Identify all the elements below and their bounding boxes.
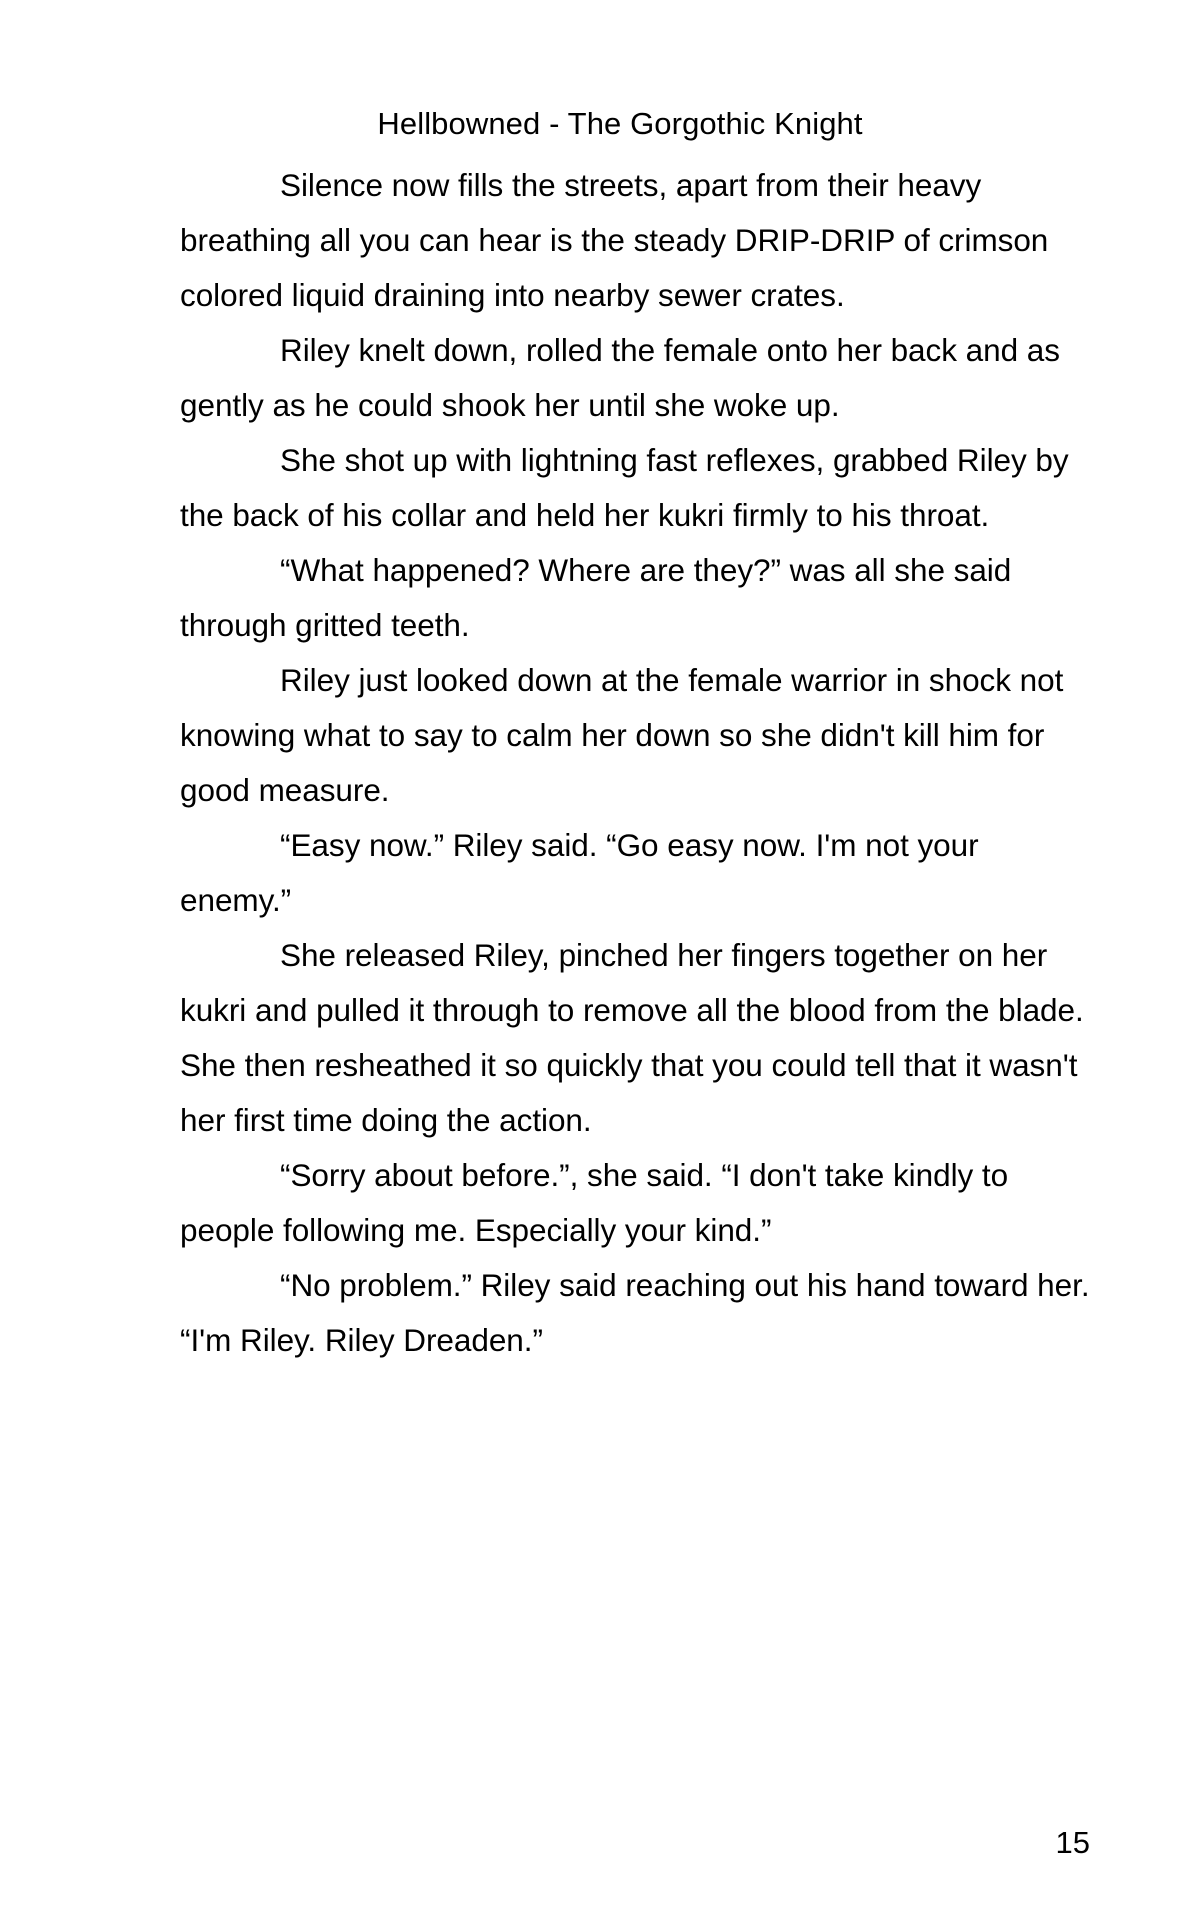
- paragraph: Riley just looked down at the female warrior in shock not knowing what to say to calm her down so she didn't kill him for good measure.: [180, 662, 1072, 809]
- body-text: [180, 158, 1099, 1368]
- paragraph: She released Riley, pinched her fingers together on her kukri and pulled it through to remove all the blood from the blade. She then resheathed it so quickly that you could tell that it wasn't her first time doing the action.: [180, 937, 1093, 1139]
- paragraph: Riley knelt down, rolled the female onto her back and as gently as he could shook her until she woke up.: [180, 332, 1069, 424]
- paragraph: “What happened? Where are they?” was all she said through gritted teeth.: [180, 552, 1020, 644]
- running-head: Hellbowned - The Gorgothic Knight: [377, 106, 863, 141]
- paragraph: She shot up with lightning fast reflexes, grabbed Riley by the back of his collar and held her kukri firmly to his throat.: [180, 442, 1078, 534]
- paragraph: “Easy now.” Riley said. “Go easy now. I'm not your enemy.”: [180, 827, 988, 919]
- paragraph: Silence now fills the streets, apart from their heavy breathing all you can hear is the steady DRIP-DRIP of crimson colored liquid draining into nearby sewer crates.: [180, 167, 1057, 314]
- paragraph: “Sorry about before.”, she said. “I don't take kindly to people following me. Especially your kind.”: [180, 1157, 1017, 1249]
- paragraph: “No problem.” Riley said reaching out his hand toward her. “I'm Riley. Riley Dreaden.”: [180, 1267, 1099, 1359]
- page-number: 15: [1055, 1825, 1090, 1860]
